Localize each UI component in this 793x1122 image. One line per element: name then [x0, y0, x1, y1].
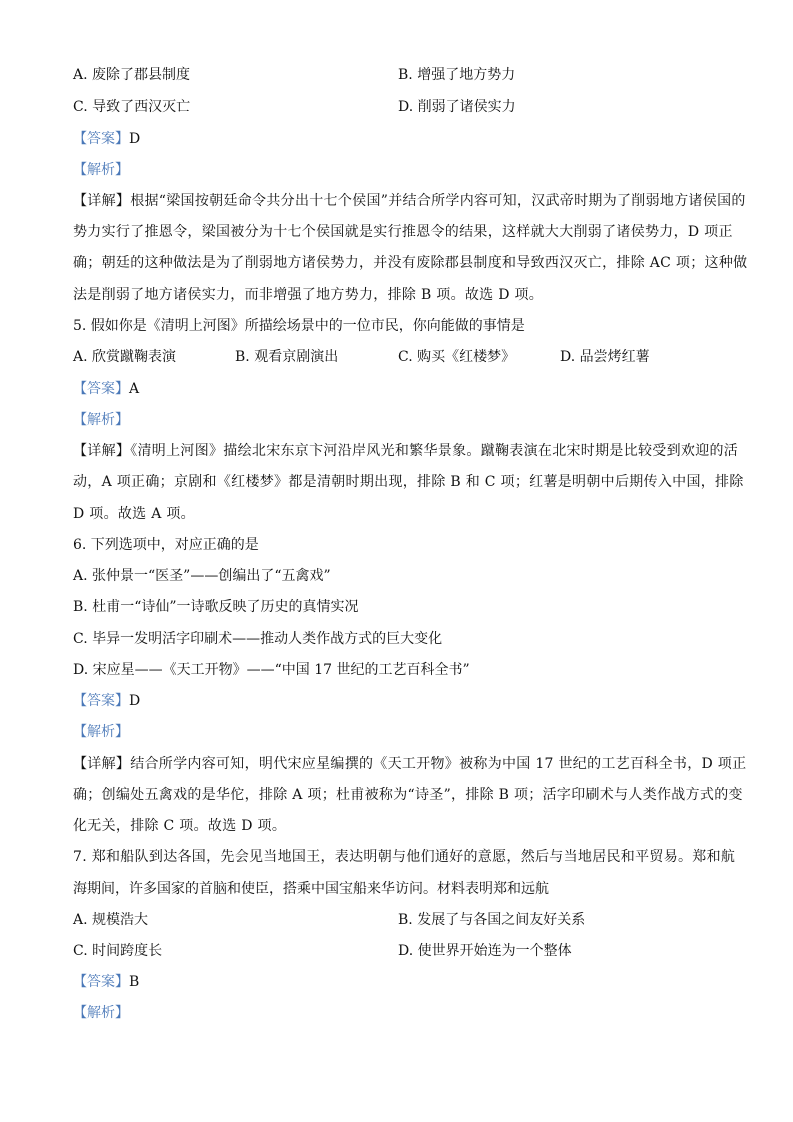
q6-question: 6. 下列选项中，对应正确的是 [73, 537, 259, 553]
q5-option-d: D. 品尝烤红薯 [560, 349, 650, 365]
q5-detail-line-2: 动，A 项正确；京剧和《红楼梦》都是清朝时期出现，排除 B 和 C 项；红薯是明朝中后期传入中国，排除 [73, 474, 744, 490]
answer-label: 【答案】 [73, 974, 129, 990]
q5-option-c: C. 购买《红楼梦》 [398, 349, 516, 365]
q5-answer [73, 379, 139, 399]
answer-label: 【答案】 [73, 693, 129, 709]
q6-option-a: A. 张仲景一“医圣”——创编出了“五禽戏” [73, 568, 331, 584]
q4-detail-line-1: 【详解】根据“梁国按朝廷命令共分出十七个侯国”并结合所学内容可知，汉武帝时期为了削弱地方诸侯国的 [73, 193, 746, 209]
q4-option-d: D. 削弱了诸侯实力 [398, 99, 516, 115]
q6-detail-line-2: 确；创编处五禽戏的是华佗，排除 A 项；杜甫被称为“诗圣”，排除 B 项；活字印刷术与人类作战方式的变 [73, 787, 743, 803]
q7-option-c: C. 时间跨度长 [73, 943, 163, 959]
q5-option-b: B. 观看京剧演出 [235, 349, 339, 365]
q7-question-line-2: 海期间，许多国家的首脑和使臣，搭乘中国宝船来华访问。材料表明郑和远航 [73, 881, 549, 897]
q4-detail-line-4: 法是削弱了地方诸侯实力，而非增强了地方势力，排除 B 项。故选 D 项。 [73, 287, 544, 303]
q4-detail-line-3: 确；朝廷的这种做法是为了削弱地方诸侯势力，并没有废除郡县制度和导致西汉灭亡，排除 AC 项；这种做 [73, 255, 748, 271]
q4-detail-line-2: 势力实行了推恩令，梁国被分为十七个侯国就是实行推恩令的结果，这样就大大削弱了诸侯势力，D 项正 [73, 224, 733, 240]
q7-answer [73, 972, 139, 992]
answer-value: D [129, 131, 141, 147]
answer-value: A [129, 381, 140, 397]
q4-option-a: A. 废除了郡县制度 [73, 67, 191, 83]
q7-option-b: B. 发展了与各国之间友好关系 [398, 912, 586, 928]
q5-option-a: A. 欣赏蹴鞠表演 [73, 349, 177, 365]
answer-label: 【答案】 [73, 381, 129, 397]
q4-analysis-label: 【解析】 [73, 162, 129, 178]
answer-label: 【答案】 [73, 131, 129, 147]
q7-option-a: A. 规模浩大 [73, 912, 149, 928]
q4-option-c: C. 导致了西汉灭亡 [73, 99, 191, 115]
answer-value: B [129, 974, 140, 990]
q6-detail-line-3: 化无关，排除 C 项。故选 D 项。 [73, 818, 287, 834]
q6-detail-line-1: 【详解】结合所学内容可知，明代宋应星编撰的《天工开物》被称为中国 17 世纪的工艺百科全书，D 项正 [73, 756, 747, 772]
q6-option-c: C. 毕异一发明活字印刷术——推动人类作战方式的巨大变化 [73, 631, 443, 647]
q6-option-b: B. 杜甫一“诗仙”一诗歌反映了历史的真情实况 [73, 599, 359, 615]
q7-analysis-label: 【解析】 [73, 1005, 129, 1021]
q6-analysis-label: 【解析】 [73, 724, 129, 740]
q4-answer [73, 129, 140, 149]
q7-option-d: D. 使世界开始连为一个整体 [398, 943, 572, 959]
q7-question-line-1: 7. 郑和船队到达各国，先会见当地国王，表达明朝与他们通好的意愿，然后与当地居民和平贸易。郑和航 [73, 849, 736, 865]
q5-question: 5. 假如你是《清明上河图》所描绘场景中的一位市民，你向能做的事情是 [73, 318, 525, 334]
q6-option-d: D. 宋应星——《天工开物》——“中国 17 世纪的工艺百科全书” [73, 662, 470, 678]
q6-answer [73, 691, 140, 711]
q5-detail-line-3: D 项。故选 A 项。 [73, 506, 195, 522]
q5-detail-line-1: 【详解】《清明上河图》描绘北宋东京卞河沿岸风光和繁华景象。蹴鞠表演在北宋时期是比较受到欢迎的活 [73, 443, 739, 459]
answer-value: D [129, 693, 141, 709]
q4-option-b: B. 增强了地方势力 [398, 67, 516, 83]
q5-analysis-label: 【解析】 [73, 412, 129, 428]
